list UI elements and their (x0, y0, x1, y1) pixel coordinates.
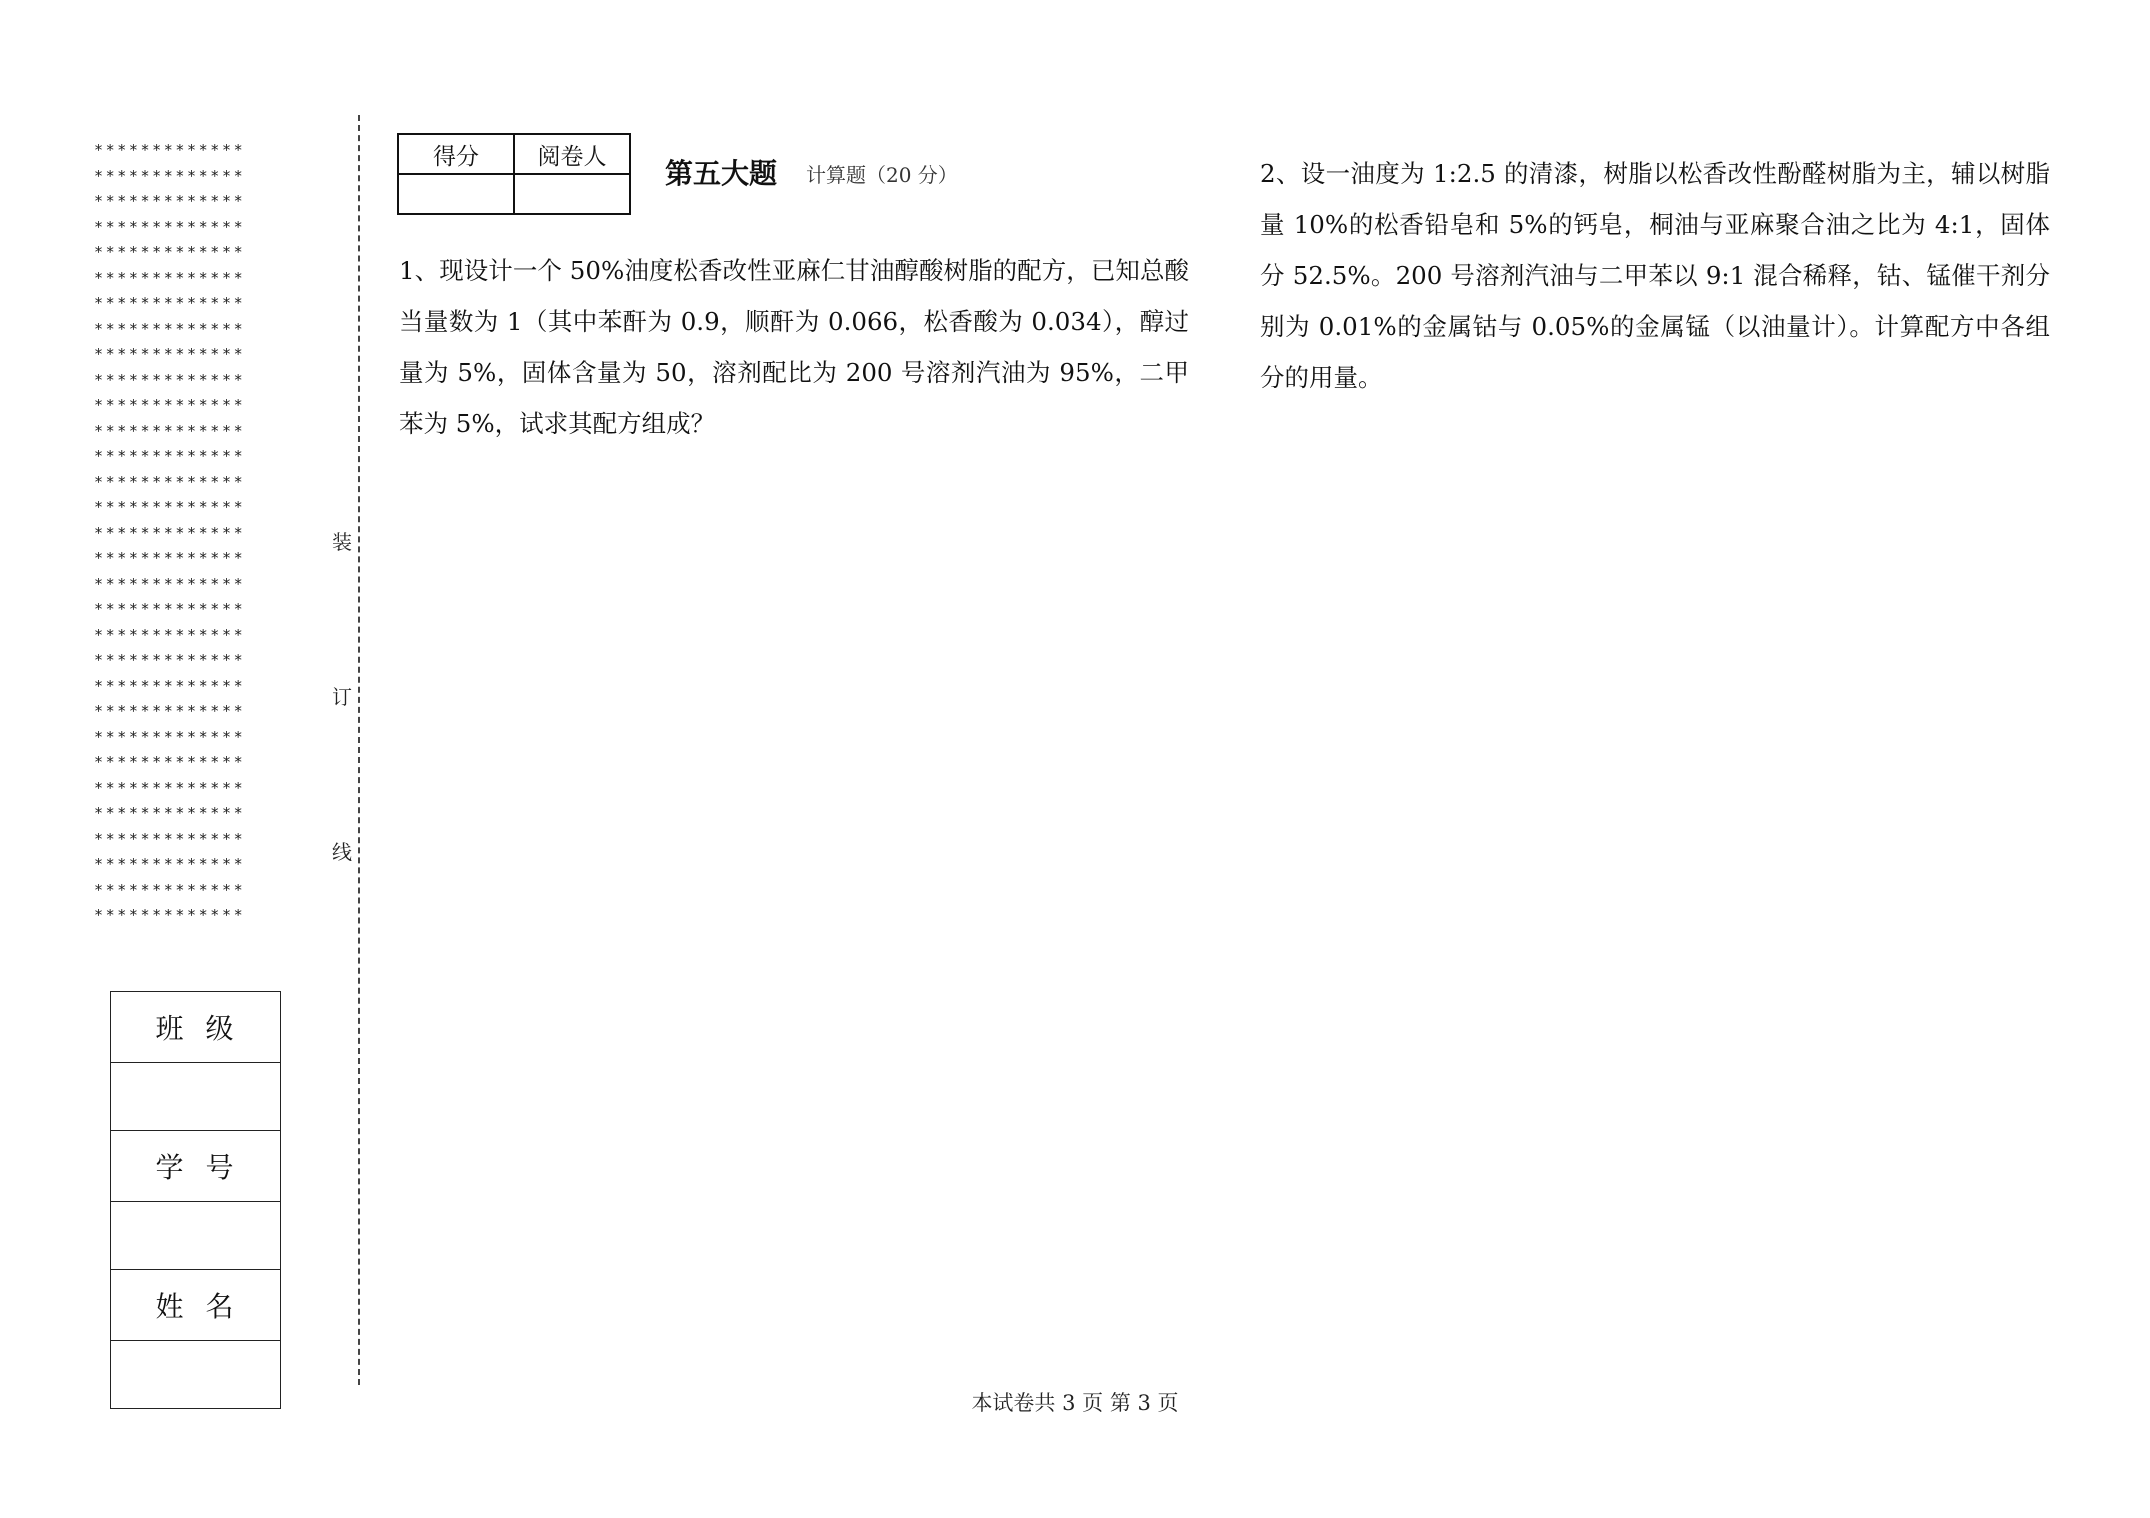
score-box (397, 133, 631, 215)
binding-cut-line (358, 115, 360, 1385)
page-footer: 本试卷共 3 页 第 3 页 (971, 1391, 1179, 1415)
student-info-table (110, 991, 281, 1409)
name-label: 姓名 (111, 1270, 281, 1341)
grader-label: 阅卷人 (514, 134, 630, 174)
binding-asterisk-pattern: ************* ************* ************* ************* ************* ************* ************* ************* ************* ************* ************* ************* ************* ************* ************* ************* ************* ************* ************* ************* ************* ************* ************* ************* ************* ************* ************* ************* ************* ************* ************* (94, 141, 246, 924)
grader-field[interactable] (514, 174, 630, 214)
score-label: 得分 (398, 134, 514, 174)
section-subtitle: 计算题（20 分） (806, 163, 958, 187)
section-title: 第五大题 (665, 157, 778, 190)
class-label: 班级 (111, 992, 281, 1063)
binding-mark-ding: 订 (332, 685, 352, 709)
question-2: 2、设一油度为 1:2.5 的清漆，树脂以松香改性酚醛树脂为主，辅以树脂量 10%的松香铅皂和 5%的钙皂，桐油与亚麻聚合油之比为 4:1，固体分 52.5%。200 号溶剂汽油与二甲苯以 9:1 混合稀释，钴、锰催干剂分别为 0.01%的金属钴与 0.05%的金属锰（以油量计）。计算配方中各组分的用量。 (1260, 159, 2050, 392)
question-1: 1、现设计一个 50%油度松香改性亚麻仁甘油醇酸树脂的配方，已知总酸当量数为 1（其中苯酐为 0.9，顺酐为 0.066，松香酸为 0.034），醇过量为 5%，固体含量为 50，溶剂配比为 200 号溶剂汽油为 95%，二甲苯为 5%，试求其配方组成？ (399, 256, 1189, 438)
student-id-label: 学号 (111, 1131, 281, 1202)
student-id-field[interactable] (111, 1202, 281, 1270)
binding-mark-zhuang: 装 (332, 530, 352, 554)
score-field[interactable] (398, 174, 514, 214)
class-field[interactable] (111, 1063, 281, 1131)
binding-mark-xian: 线 (332, 840, 352, 864)
